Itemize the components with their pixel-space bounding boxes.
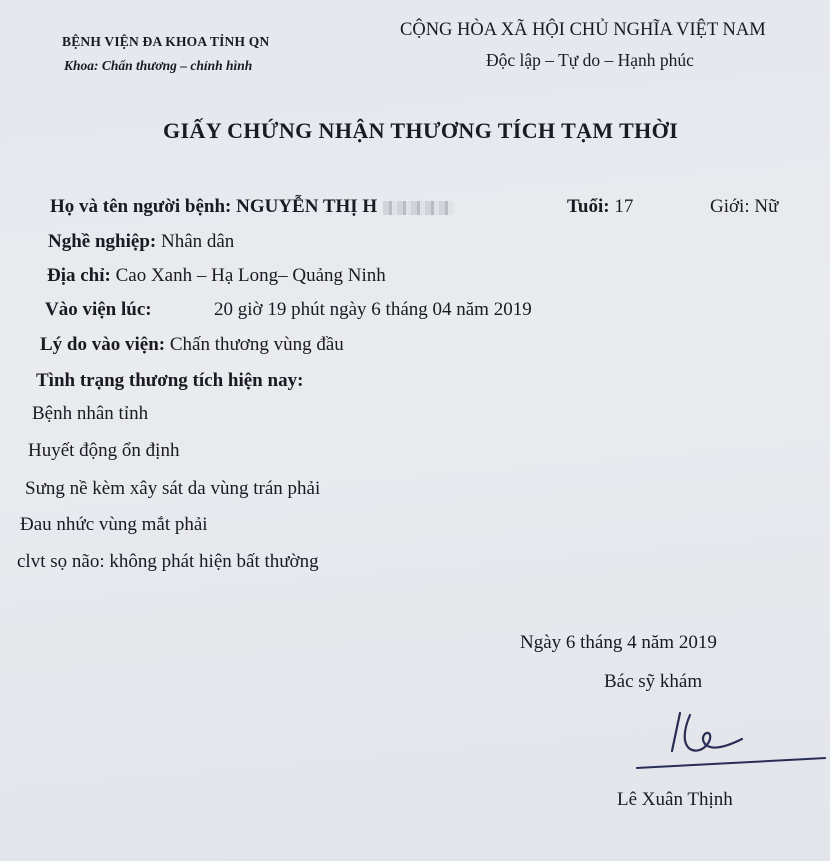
admission-reason-value: Chấn thương vùng đầu [169, 334, 344, 355]
condition-line: Đau nhức vùng mắt phải [20, 514, 208, 535]
condition-heading: Tình trạng thương tích hiện nay: [36, 370, 304, 391]
occupation-label: Nghề nghiệp: [48, 231, 157, 252]
admission-label: Vào viện lúc: [45, 299, 152, 320]
address-value: Cao Xanh – Hạ Long– Quảng Ninh [115, 265, 386, 286]
doctor-name: Lê Xuân Thịnh [617, 789, 733, 810]
address-row [47, 265, 386, 287]
sex-label: Giới: [710, 196, 750, 217]
condition-line: Bệnh nhân tỉnh [32, 403, 149, 424]
patient-name-value: NGUYỄN THỊ H [236, 196, 378, 217]
age-field [567, 196, 633, 218]
condition-line: clvt sọ não: không phát hiện bất thường [17, 551, 319, 572]
admission-reason-label: Lý do vào viện: [40, 334, 166, 355]
patient-name-label: Họ và tên người bệnh: [50, 196, 232, 217]
address-label: Địa chỉ: [47, 265, 111, 286]
sex-field [710, 196, 778, 218]
admission-reason-row [40, 334, 344, 356]
doctor-signature [650, 705, 770, 765]
signing-date: Ngày 6 tháng 4 năm 2019 [520, 632, 717, 653]
age-label: Tuổi: [567, 196, 610, 217]
condition-line: Sưng nề kèm xây sát da vùng trán phải [25, 478, 321, 499]
hospital-name: BỆNH VIỆN ĐA KHOA TỈNH QN [62, 34, 270, 49]
sex-value: Nữ [754, 196, 779, 217]
national-title: CỘNG HÒA XÃ HỘI CHỦ NGHĨA VIỆT NAM [400, 20, 766, 40]
admission-value: 20 giờ 19 phút ngày 6 tháng 04 năm 2019 [214, 299, 532, 320]
department-name: Khoa: Chấn thương – chỉnh hình [64, 58, 253, 73]
age-value: 17 [614, 196, 634, 217]
document-title: GIẤY CHỨNG NHẬN THƯƠNG TÍCH TẠM THỜI [163, 118, 679, 143]
occupation-row [48, 231, 234, 253]
condition-line: Huyết động ổn định [28, 440, 180, 461]
signer-role: Bác sỹ khám [604, 671, 703, 692]
patient-name-row [50, 196, 453, 218]
redacted-name-part [383, 201, 453, 215]
occupation-value: Nhân dân [160, 231, 235, 252]
national-motto: Độc lập – Tự do – Hạnh phúc [486, 50, 694, 70]
